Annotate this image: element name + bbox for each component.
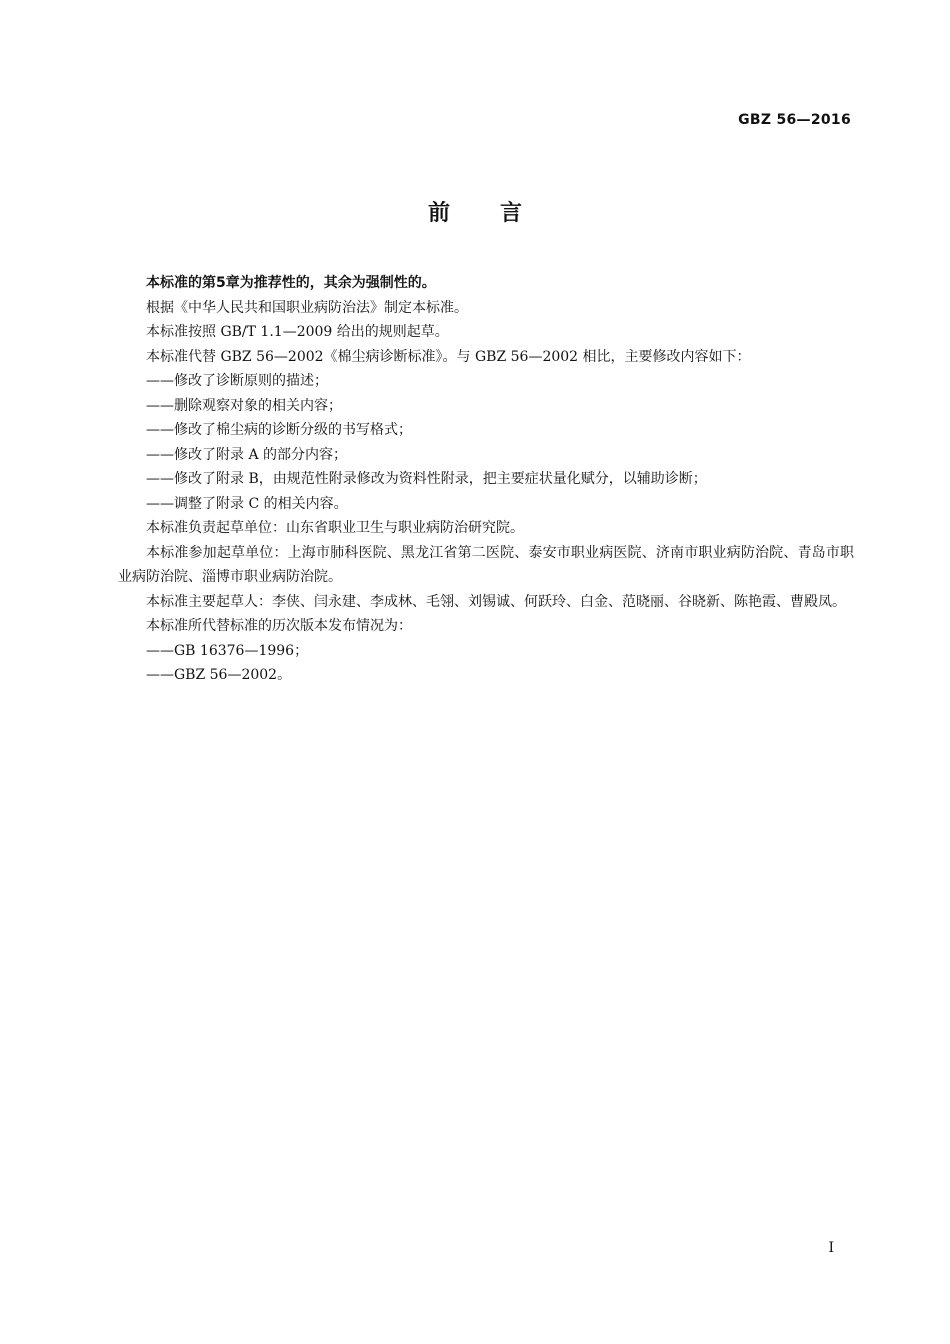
list-item-change-3: ——修改了棉尘病的诊断分级的书写格式； [146, 422, 412, 438]
list-item-version-2: ——GBZ 56—2002。 [146, 667, 292, 683]
paragraph-lead-drafter: 本标准负责起草单位：山东省职业卫生与职业病防治研究院。 [146, 520, 524, 536]
paragraph-drafting-rules: 本标准按照 GB/T 1.1—2009 给出的规则起草。 [146, 324, 449, 340]
document-code: GBZ 56—2016 [738, 112, 851, 128]
page-title: 前言 [427, 201, 572, 226]
paragraph-version-history: 本标准所代替标准的历次版本发布情况为： [146, 618, 412, 634]
list-item-version-1: ——GB 16376—1996； [146, 642, 309, 659]
paragraph-mandatory-note: 本标准的第5章为推荐性的，其余为强制性的。 [146, 275, 436, 291]
list-item-change-6: ——调整了附录 C 的相关内容。 [146, 495, 348, 512]
list-item-change-1: ——修改了诊断原则的描述； [146, 373, 328, 389]
list-item-change-2: ——删除观察对象的相关内容； [146, 397, 342, 414]
list-item-change-4: ——修改了附录 A 的部分内容； [146, 446, 348, 463]
list-item-change-5: ——修改了附录 B，由规范性附录修改为资料性附录，把主要症状量化赋分，以辅助诊断； [146, 471, 707, 487]
paragraph-main-drafters: 本标准主要起草人：李侠、闫永建、李成林、毛翎、刘锡诚、何跃玲、白金、范晓丽、谷晓新、陈艳霞、曹殿凤。 [146, 593, 846, 610]
paragraph-participating-drafters: 本标准参加起草单位：上海市肺科医院、黑龙江省第二医院、泰安市职业病医院、济南市职业病防治院、青岛市职业病防治院、淄博市职业病防治院。 [118, 544, 854, 585]
foreword-body [118, 271, 854, 688]
paragraph-legal-basis: 根据《中华人民共和国职业病防治法》制定本标准。 [146, 299, 468, 316]
paragraph-replacement: 本标准代替 GBZ 56—2002《棉尘病诊断标准》。与 GBZ 56—2002 相比，主要修改内容如下： [146, 348, 751, 365]
page-number: I [828, 1240, 834, 1256]
